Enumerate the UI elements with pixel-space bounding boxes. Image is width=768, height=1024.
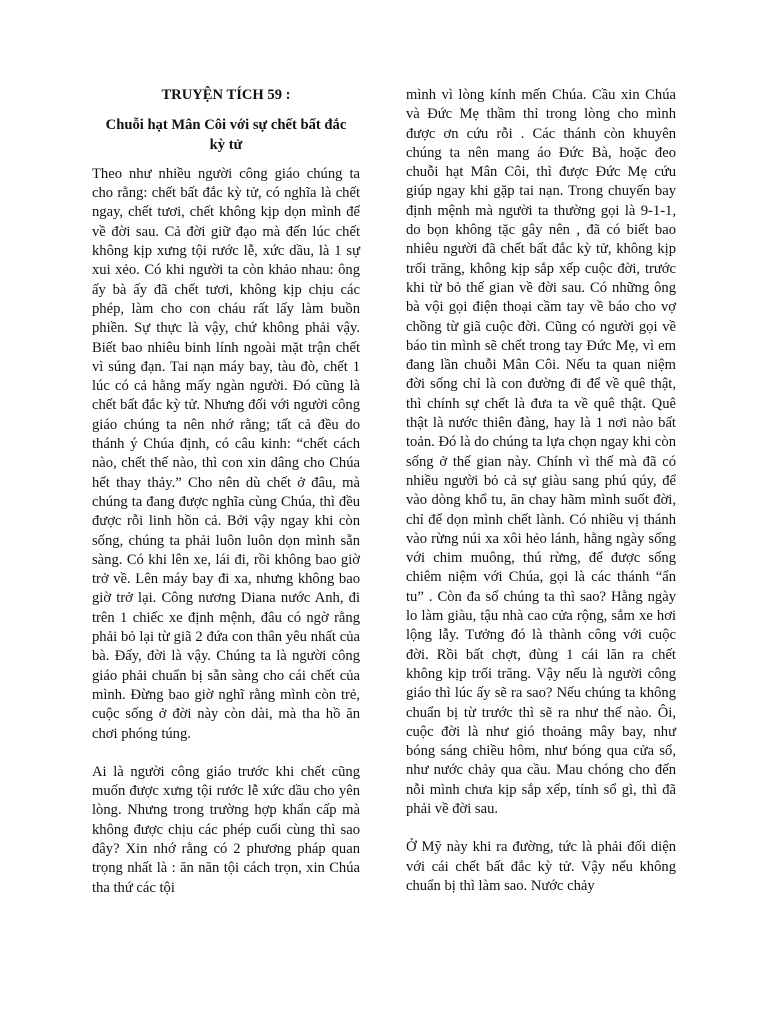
paragraph: Ở Mỹ này khi ra đường, tức là phải đối diện với cái chết bất đắc kỳ tử. Vậy nếu không chuẩn bị thì làm sao. Nước chảy: [406, 839, 676, 894]
left-column: [92, 86, 360, 917]
right-column: [406, 86, 676, 915]
paragraph: Ai là người công giáo trước khi chết cũng muốn được xưng tội rước lễ xức dầu cho yên lòng. Nhưng trong trường hợp khẩn cấp mà không được chịu các phép cuối cùng thì sao đây? Xin nhớ rằng có 2 phương pháp quan trọng nhất là : ăn năn tội cách trọn, xin Chúa tha thứ các tội: [92, 763, 360, 896]
story-title: TRUYỆN TÍCH 59 :: [161, 87, 291, 103]
story-subtitle: Chuỗi hạt Mân Côi với sự chết bất đắc kỳ tử: [105, 117, 347, 153]
paragraph: Theo như nhiều người công giáo chúng ta cho rằng: chết bất đắc kỳ tử, có nghĩa là chết ngay, chết tươi, chết không kịp dọn mình để về đời sau. Cả đời giữ đạo mà đến lúc chết không kịp xưng tội rước lễ, xức dầu, là 1 sự xui xẻo. Có khi người ta còn khảo nhau: ông ấy bà ấy đã chết tươi, không kịp chịu các phép, làm cho con cháu rất lấy làm buồn phiền. Sự thực là vậy, chứ không phải vậy. Biết bao nhiêu binh lính ngoài mặt trận chết vì súng đạn. Tai nạn máy bay, tàu đò, chết 1 lúc có cả hằng mấy ngàn người. Đó cũng là chết bất đắc kỳ tử. Nhưng đối với người công giáo chúng ta nên nhớ rằng; tất cả đều do thánh ý Chúa định, có câu kinh: “chết cách nào, chết thế nào, thì con xin dâng cho Chúa hết thay thảy.” Cho nên dù chết ở đâu, mà chúng ta đang được nghĩa cùng Chúa, thì đều được rỗi linh hồn cả. Bởi vậy ngay khi còn sống, chúng ta phải luôn luôn dọn mình sẵn sàng. Có khi lên xe, lái đi, rồi không bao giờ trở về. Lên máy bay đi xa, nhưng không bao giờ trở lại. Công nương Diana nước Anh, đi trên 1 chiếc xe định mệnh, đâu có ngờ rằng phải bỏ lại từ giã 2 đứa con thân yêu nhất của bà. Đấy, đời là vậy. Chúng ta là người công giáo phải chuẩn bị sẵn sàng cho cái chết của mình. Đừng bao giờ nghĩ rằng mình còn trẻ, cuộc sống ở đời này còn dài, mà tha hồ ăn chơi phóng túng.: [92, 165, 360, 742]
paragraph: mình vì lòng kính mến Chúa. Cầu xin Chúa và Đức Mẹ thầm thỉ trong lòng cho mình được ơn cứu rỗi . Các thánh còn khuyên chúng ta nên mang áo Đức Bà, hoặc đeo chuỗi hạt Mân Côi, thì được Đức Mẹ cứu giúp ngay khi gặp tai nạn. Trong chuyến bay định mệnh mà người ta thường gọi là 9-1-1, do bọn không tặc gây nên , đã có biết bao nhiêu người đã chết bất đắc kỳ tử, không kịp trối trăng, không kịp sắp xếp cuộc đời, trước khi từ bỏ thế gian về đời sau. Có những ông bà vội gọi điện thoại cầm tay về báo cho vợ chồng từ giã cuộc đời. Cũng có người gọi về báo tin mình sẽ chết trong tay Đức Mẹ, vì em đang lần chuỗi Mân Côi. Nếu ta quan niệm đời sống chỉ là con đường đi để về quê thật, thì chính sự chết là đưa ta về quê thật. Quê thật là nước thiên đàng, hay là 1 nơi nào bất toản. Đó là do chúng ta lựa chọn ngay khi còn sống ở thế gian này. Chính vì thế mà đã có nhiều người bỏ cả sự giàu sang phú qúy, để vào dòng khổ tu, ăn chay hãm mình suốt đời, chỉ để dọn mình chết lành. Có nhiều vị thánh vào rừng núi xa xôi hẻo lánh, hằng ngày sống với chim muông, thú rừng, để được sống chiêm niệm với Chúa, gọi là các thánh “ẩn tu” . Còn đa số chúng ta thì sao? Hằng ngày lo làm giàu, tậu nhà cao cửa rộng, sắm xe hơi lộng lẫy. Tưởng đó là thành công với cuộc đời. Rồi bất chợt, đùng 1 cái lăn ra chết không kịp trối trăng. Vậy nếu là người công giáo thì lúc ấy sẽ ra sao? Nếu chúng ta không chuẩn bị từ trước thì sẽ ra như thế nào. Ôi, cuộc đời là như gió thoảng mây bay, như bóng sáng chiều hôm, như bóng qua cửa sổ, như nước chảy qua cầu. Mau chóng cho đến nỗi mình chưa kịp sắp xếp, tính sổ gì, thì đã phải về đời sau.: [406, 87, 676, 817]
